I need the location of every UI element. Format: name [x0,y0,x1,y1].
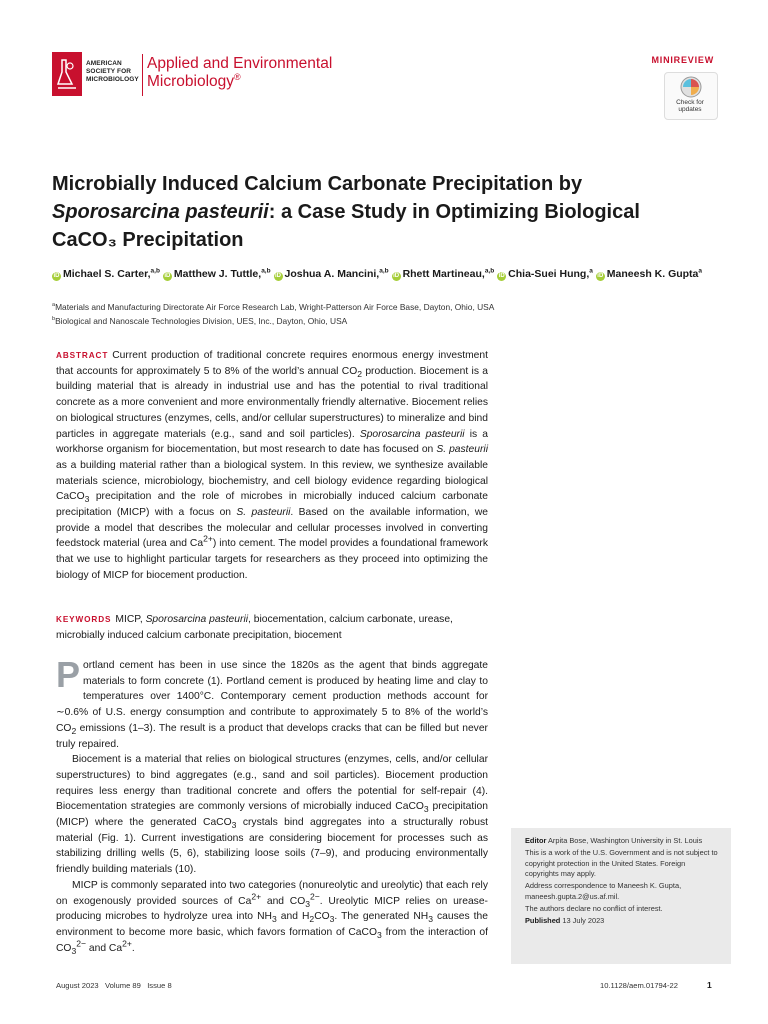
author-affiliation: a,b [261,267,271,275]
abstract-organism: S. pasteurii [236,507,291,519]
paragraph-text: and Ca [86,942,123,954]
page-number: 1 [707,980,712,990]
editor-info [525,836,720,847]
author-affiliation: a,b [484,267,495,275]
journal-name[interactable] [147,55,332,91]
orcid-icon[interactable]: iD [498,273,505,279]
journal-divider [142,54,143,96]
asm-logo [52,52,82,96]
author-affiliation: a,b [379,267,389,275]
title-line-3: CaCO₃ Precipitation [52,229,244,251]
abstract-text: production. Biocement is a building material that is already in industrial use and has the potential to rival traditional concrete as a more convenient and more environmentally friendly alternative. Biocement relies on biological structures (enzymes, cells, and/or cellular superstructures) to mineralize and bind particles in aggregate materials (e.g., sand and soil particles). [56,365,489,440]
paragraph-text: precipitation (MICP) where the generated CaCO [56,801,488,829]
correspondence[interactable]: Address correspondence to Maneesh K. Gupta, maneesh.gupta.2@us.af.mil. [525,881,682,901]
published-value: 13 July 2023 [560,916,605,926]
paragraph-text: emissions (1–3). The result is a product that develops cracks that can be filled but never truly repaired. [56,722,488,750]
author-affiliation: a,b [150,267,160,275]
affiliation-key: b [52,316,56,323]
author-affiliation: a [589,267,593,275]
author-affiliation: a [698,267,703,275]
doi-link[interactable]: 10.1128/aem.01794-22 [600,981,678,990]
abstract-text: Current production of traditional concrete requires enormous energy investment that accounts for approximately 5 to 8% of the world’s annual CO [56,350,488,377]
article-title [52,170,722,254]
orcid-icon[interactable]: iD [275,273,282,279]
paragraph-text: . Ureolytic MICP relies on urease-producing microbes to hydrolyze urea into NH [56,895,488,923]
author-name[interactable]: Michael S. Carter, [63,268,151,280]
keywords-text: MICP, [115,614,146,625]
affiliation-text: Materials and Manufacturing Directorate Air Force Research Lab, Wright-Patterson Air Force Base, Dayton, Ohio, USA [55,302,495,312]
abstract-label: ABSTRACT [56,351,109,360]
registered-mark: ® [234,71,241,82]
affiliation-text: Biological and Nanoscale Technologies Division, UES, Inc., Dayton, Ohio, USA [55,316,348,326]
paragraph-text: . [131,942,135,954]
published-label: Published [525,916,561,926]
author-name[interactable]: Matthew J. Tuttle, [173,268,262,280]
paragraph: Portland cement has been in use since the 1820s as the agent that binds aggregate materials to form concrete (1). Portland cement is produced by heating lime and clay to temperatures over 1400°C. Contemporary cement production methods account for ∼0.6% of U.S. energy consumption and contribute to approximately 5 to 8% of the world’s $CO_2$ emissions (1–3). The result is a product that develops cracks that can be filled but never truly repaired. [56,654,488,750]
abstract-text: ) into cement. The model provides a foundational framework that we use to highlight particular targets for researchers as they proceed into optimizing the biology of MICP for biocement production. [56,538,488,581]
orcid-icon[interactable]: iD [164,273,171,279]
paragraph-text: CO [314,911,330,923]
abstract-organism: Sporosarcina pasteurii [359,428,465,440]
author-name[interactable]: Rhett Martineau, [402,268,485,280]
editor-label: Editor [525,836,547,845]
keywords-label: KEYWORDS [56,615,112,624]
copyright-notice: This is a work of the U.S. Government and is not subject to copyright protection in the United States. Foreign copyrights may apply. [525,848,718,879]
author-name[interactable]: Joshua A. Mancini, [284,268,380,280]
keywords [56,612,488,643]
abstract-text: precipitation and the role of microbes in microbially induced calcium carbonate precipitation (MICP) with a focus on [56,491,488,519]
society-name: AMERICAN SOCIETY FOR MICROBIOLOGY [86,60,139,83]
paragraph: Biocement is a material that relies on biological structures (enzymes, cells, and/or cellular superstructures) to bind aggregates (e.g., sand and soil particles). Biocement production requires less energy than traditional concrete and offers the potential for self-repair (4). Biocementation strategies are commonly versions of microbially induced CaCO$_3$ precipitation (MICP) where the generated CaCO$_3$ crystals bind aggregates into a structurally robust material (Fig. 1). Current investigations are considering biocement for processes such as stabilizing drilling wells (5, 6), stabilizing loose soils (7–9), and producing environmentally friendly building materials (10). [56,754,488,876]
crossmark-icon [665,73,717,101]
conflict-statement: The authors declare no conflict of interest. [525,904,663,914]
orcid-icon[interactable]: iD [597,273,604,279]
paragraph-text: crystals bind aggregates into a structurally robust material (Fig. 1). Current investigations are considering biocement for processes such as stabilizing drilling wells (5, 6), stabilizing loose soils (7–9), and producing environmentally friendly building materials (10). [56,817,488,876]
affiliations [52,300,732,328]
abstract: ABSTRACT Current production of traditional concrete requires enormous energy investment that accounts for approximately 5 to 8% of the world’s annual $CO_2$ production. Biocement is a building material that is already in industrial use and has the potential to rival traditional concrete as a more convenient and more environmentally friendly alternative. Biocement relies on biological structures (enzymes, cells, and/or cellular superstructures) to mineralize and bind particles in aggregate materials (e.g., sand and soil particles). Sporosarcina pasteurii is a workhorse organism for biocementation, but most research to date has focused on S. pasteurii as a building material rather than a biological system. In this review, we synthesize available materials science, microbiology, biochemistry, and cell biology evidence regarding biological CaCO$_3$ precipitation and the role of microbes in microbially induced calcium carbonate precipitation (MICP) with a focus on S. pasteurii. Based on the available information, we provide a model that describes the molecular and cellular processes involved in converting feedstock material (urea and $Ca^{2+}$) into cement. The model provides a foundational framework that we use to highlight particular targets for researchers as they proceed into optimizing the biology of MICP for biocement production. [56,350,489,581]
editor-name: Arpita Bose, Washington University in St. Louis [546,836,703,845]
paragraph-text: causes the environment to become more basic, which favors formation of CaCO [56,911,488,938]
title-line-2: : a Case Study in Optimizing Biological [268,201,640,223]
published-date [525,916,720,927]
orcid-icon[interactable]: iD [393,273,400,279]
paragraph-text: . The generated NH [334,911,429,923]
author-name[interactable]: Chia-Suei Hung, [508,268,590,280]
abstract-text: is a workhorse organism for biocementation, but most research to date has focused on [56,428,489,456]
section-label: MINIREVIEW [651,55,714,65]
affiliation-key: a [52,302,56,309]
paragraph-text: ortland cement has been in use since the 1820s as the agent that binds aggregate materials to form concrete (1). Portland cement is produced by heating lime and clay to temperatures over 1400°C. Contemporary cement production methods account for ∼0.6% of U.S. energy consumption and contribute to approximately 5 to 8% of the world’s CO [56,660,488,734]
issue-info: August 2023 Volume 89 Issue 8 [56,981,172,990]
author-list [52,268,732,281]
abstract-text: as a building material rather than a biological system. In this review, we synthesize available materials science, microbiology, biochemistry, and cell biology evidence regarding biological CaCO [56,459,488,503]
paragraph-text: from the interaction of CO [56,926,488,954]
keywords-organism: Sporosarcina pasteurii [145,614,249,625]
author-name[interactable]: Maneesh K. Gupta [606,268,699,280]
journal-name-line1: Applied and Environmental [147,55,333,72]
title-organism: Sporosarcina pasteurii [52,201,269,223]
paragraph: MICP is commonly separated into two categories (nonureolytic and ureolytic) that each rely on exogenously provided sources of $Ca^{2+}$ and $CO_3^{2-}$. Ureolytic MICP relies on urease-producing microbes to hydrolyze urea into $NH_3$ and $H_2CO_3$. The generated $NH_3$ causes the environment to become more basic, which favors formation of CaCO$_3$ from the interaction of $CO_3^{2-}$ and $Ca^{2+}$. [56,879,488,956]
abstract-text: . Based on the available information, we provide a model that describes the molecular and cellular processes involved in converting feedstock material (urea and Ca [56,507,488,550]
keywords-text: , biocementation, calcium carbonate, urease, microbially induced calcium carbonate precipitation, biocement [56,614,453,641]
title-line-1: Microbially Induced Calcium Carbonate Precipitation by [52,173,583,195]
journal-name-line2: Microbiology [147,73,235,90]
paragraph-text: Biocement is a material that relies on biological structures (enzymes, cells, and/or cellular superstructures) to bind aggregates (e.g., sand and soil particles). Biocement production requires less energy than traditional concrete and offers the potential for self-repair (4). Biocementation strategies are commonly versions of microbially induced CaCO [56,754,488,813]
drop-cap: P [56,654,81,695]
abstract-organism: S. pasteurii [436,444,489,456]
paragraph-text: and CO [261,895,306,907]
main-text [56,654,488,956]
article-info-box [511,828,731,964]
crossmark-label: Check for updates [676,99,704,113]
paragraph-text: and H [276,911,310,923]
orcid-icon[interactable]: iD [53,273,60,279]
paragraph-text: MICP is commonly separated into two categories (nonureolytic and ureolytic) that each rely on exogenously provided sources of Ca [56,879,488,907]
